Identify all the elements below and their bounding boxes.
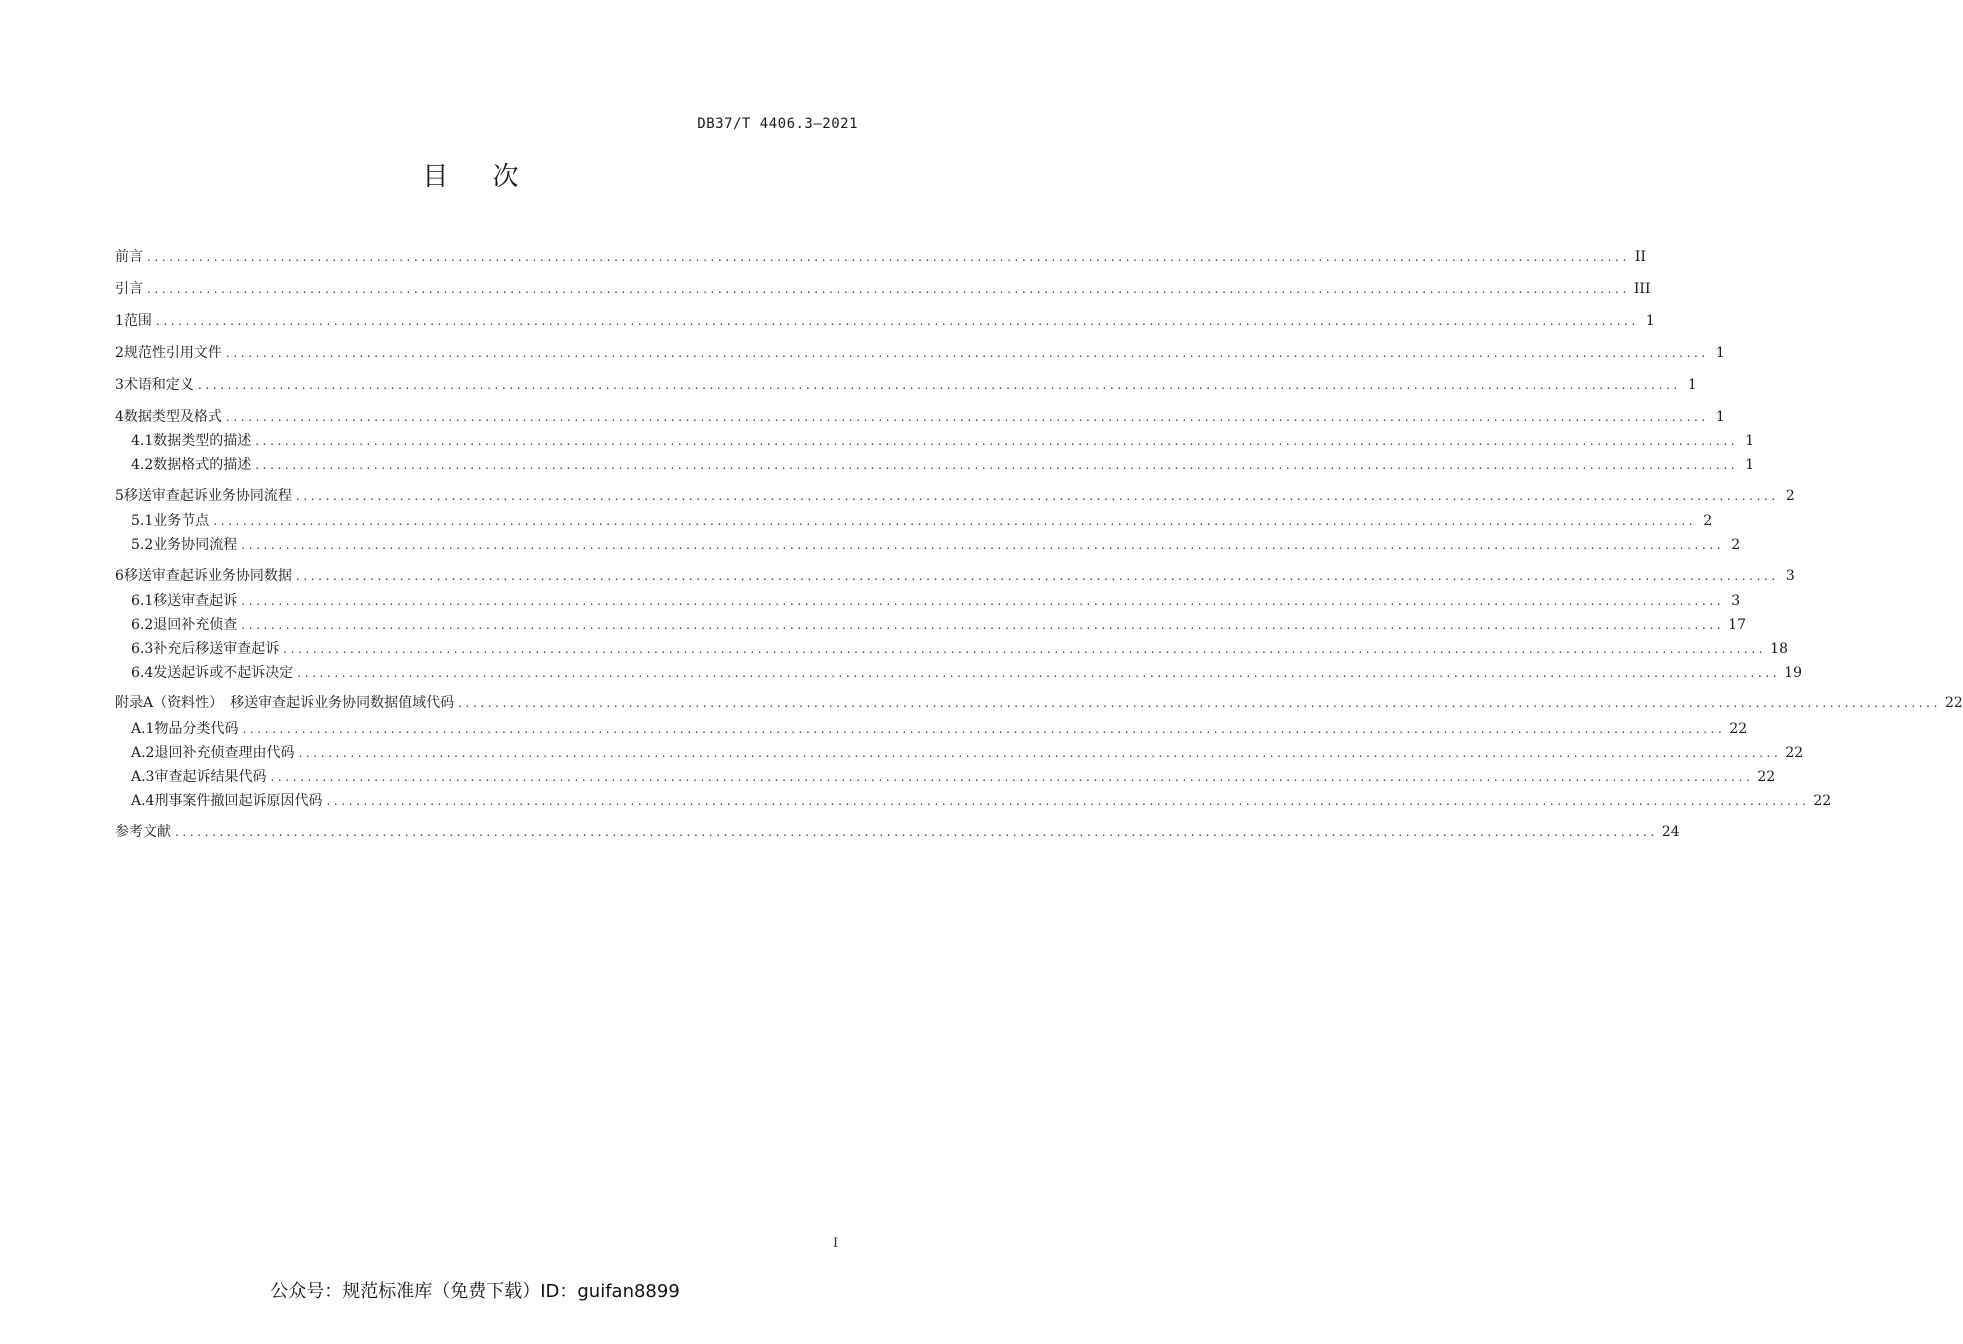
toc-entry-page: II bbox=[1634, 249, 1646, 265]
toc-entry-label: 参考文献 bbox=[115, 824, 171, 840]
toc-entry-label: 审查起诉结果代码 bbox=[154, 769, 267, 785]
toc-entry-number: 6 bbox=[115, 568, 124, 584]
dot-leader: ........................................................................................................................................................................................................ bbox=[213, 514, 1697, 528]
standard-code: DB37/T 4406.3—2021 bbox=[697, 116, 858, 132]
dot-leader: ........................................................................................................................................................................................................ bbox=[295, 569, 1779, 583]
toc-entry-number: 4.2 bbox=[131, 457, 154, 473]
toc-entry-label: 移送审查起诉 bbox=[153, 593, 238, 609]
toc-entry[interactable] bbox=[115, 486, 1795, 506]
toc-entry-page: 2 bbox=[1731, 537, 1741, 553]
toc-entry-number: 6.4 bbox=[131, 665, 154, 681]
dot-leader: ........................................................................................................................................................................................................ bbox=[241, 538, 1725, 552]
page-number: I bbox=[833, 1236, 839, 1251]
toc-entry-number: 6.3 bbox=[131, 641, 154, 657]
toc-entry-page: 3 bbox=[1785, 568, 1795, 584]
toc-entry-label: 业务协同流程 bbox=[153, 537, 238, 553]
toc-entry-number: A.3 bbox=[131, 769, 155, 785]
toc-entry[interactable] bbox=[131, 455, 1755, 475]
toc-entry-page: 1 bbox=[1715, 345, 1725, 361]
toc-entry[interactable] bbox=[131, 535, 1741, 555]
dot-leader: ........................................................................................................................................................................................................ bbox=[197, 378, 1681, 392]
toc-entry[interactable] bbox=[131, 767, 1776, 787]
toc-entry-page: 1 bbox=[1745, 433, 1755, 449]
toc-entry-page: 17 bbox=[1728, 617, 1746, 633]
toc-entry-label: 移送审查起诉业务协同流程 bbox=[123, 488, 292, 504]
dot-leader: ........................................................................................................................................................................................................ bbox=[270, 770, 1754, 784]
toc-entry-number: 2 bbox=[115, 345, 124, 361]
dot-leader: ........................................................................................................................................................................................................ bbox=[297, 666, 1781, 680]
dot-leader: ........................................................................................................................................................................................................ bbox=[326, 794, 1810, 808]
dot-leader: ........................................................................................................................................................................................................ bbox=[241, 618, 1725, 632]
toc-entry-page: 3 bbox=[1731, 593, 1741, 609]
toc-entry-page: 22 bbox=[1945, 695, 1963, 711]
toc-entry-number: 1 bbox=[115, 313, 124, 329]
toc-entry-page: 1 bbox=[1715, 409, 1725, 425]
toc-entry-number: A.1 bbox=[131, 721, 155, 737]
toc-entry[interactable] bbox=[115, 566, 1795, 586]
toc-entry-number: 5.1 bbox=[131, 513, 154, 529]
dot-leader: ........................................................................................................................................................................................................ bbox=[175, 825, 1658, 839]
toc-entry[interactable] bbox=[115, 279, 1651, 299]
dot-leader: ........................................................................................................................................................................................................ bbox=[255, 434, 1739, 448]
dot-leader: ........................................................................................................................................................................................................ bbox=[155, 314, 1639, 328]
page-title: 目 次 bbox=[422, 162, 528, 192]
toc-entry-number: 5.2 bbox=[131, 537, 154, 553]
toc-entry-page: 1 bbox=[1687, 377, 1697, 393]
toc-entry[interactable] bbox=[115, 407, 1725, 427]
toc-entry[interactable] bbox=[131, 511, 1713, 531]
dot-leader: ........................................................................................................................................................................................................ bbox=[298, 746, 1782, 760]
dot-leader: ........................................................................................................................................................................................................ bbox=[225, 346, 1709, 360]
toc-entry-page: 22 bbox=[1785, 745, 1804, 761]
toc-entry-number: A.4 bbox=[131, 793, 155, 809]
toc-entry-page: 22 bbox=[1757, 769, 1776, 785]
toc-entry-page: 1 bbox=[1745, 457, 1755, 473]
toc-entry-page: 19 bbox=[1784, 665, 1802, 681]
toc-entry[interactable] bbox=[115, 247, 1646, 267]
dot-leader: ........................................................................................................................................................................................................ bbox=[241, 594, 1725, 608]
toc-entry-label: 范围 bbox=[123, 313, 152, 329]
toc-entry-label: 规范性引用文件 bbox=[123, 345, 222, 361]
toc-entry-label: 业务节点 bbox=[153, 513, 210, 529]
toc-entry-label: 数据格式的描述 bbox=[153, 457, 252, 473]
toc-entry-page: 2 bbox=[1703, 513, 1713, 529]
toc-entry-page: III bbox=[1633, 281, 1651, 297]
dot-leader: ........................................................................................................................................................................................................ bbox=[458, 696, 1941, 710]
toc-entry[interactable] bbox=[115, 375, 1697, 395]
toc-entry-label: 附录A（资料性） 移送审查起诉业务协同数据值域代码 bbox=[115, 695, 455, 711]
toc-entry[interactable] bbox=[131, 743, 1804, 763]
toc-entry[interactable] bbox=[131, 663, 1802, 683]
toc-entry-page: 2 bbox=[1785, 488, 1795, 504]
toc-entry[interactable] bbox=[131, 591, 1741, 611]
toc-entry-page: 24 bbox=[1661, 824, 1680, 840]
toc-entry-number: 3 bbox=[115, 377, 124, 393]
toc-entry-page: 22 bbox=[1729, 721, 1748, 737]
toc-entry-label: 数据类型的描述 bbox=[153, 433, 252, 449]
toc-entry-number: 6.2 bbox=[131, 617, 154, 633]
toc-entry[interactable] bbox=[131, 719, 1748, 739]
toc-entry-label: 数据类型及格式 bbox=[123, 409, 222, 425]
dot-leader: ........................................................................................................................................................................................................ bbox=[283, 642, 1767, 656]
toc-entry-page: 18 bbox=[1770, 641, 1788, 657]
toc-entry-number: A.2 bbox=[131, 745, 155, 761]
toc-entry[interactable] bbox=[115, 693, 1963, 713]
dot-leader: ........................................................................................................................................................................................................ bbox=[225, 410, 1709, 424]
dot-leader: ........................................................................................................................................................................................................ bbox=[255, 458, 1739, 472]
toc-entry[interactable] bbox=[131, 639, 1788, 659]
toc-entry[interactable] bbox=[115, 343, 1725, 363]
watermark-text: 公众号：规范标准库（免费下载）ID：guifan8899 bbox=[270, 1281, 680, 1302]
toc-entry-number: 5 bbox=[115, 488, 124, 504]
toc-entry-number: 6.1 bbox=[131, 593, 154, 609]
toc-entry-page: 22 bbox=[1813, 793, 1832, 809]
toc-entry-label: 术语和定义 bbox=[123, 377, 194, 393]
toc-entry-label: 退回补充侦查理由代码 bbox=[154, 745, 295, 761]
dot-leader: ........................................................................................................................................................................................................ bbox=[147, 250, 1630, 264]
toc-entry-label: 刑事案件撤回起诉原因代码 bbox=[154, 793, 323, 809]
toc-entry-label: 物品分类代码 bbox=[154, 721, 239, 737]
toc-entry[interactable] bbox=[131, 615, 1746, 635]
toc-entry-label: 移送审查起诉业务协同数据 bbox=[123, 568, 292, 584]
toc-entry[interactable] bbox=[115, 311, 1655, 331]
toc-entry-number: 4.1 bbox=[131, 433, 154, 449]
toc-entry-page: 1 bbox=[1645, 313, 1655, 329]
dot-leader: ........................................................................................................................................................................................................ bbox=[147, 282, 1630, 296]
toc-entry-label: 退回补充侦查 bbox=[153, 617, 238, 633]
toc-entry-label: 前言 bbox=[115, 249, 143, 265]
toc-entry[interactable] bbox=[115, 822, 1680, 842]
toc-entry-number: 4 bbox=[115, 409, 124, 425]
toc-entry-label: 引言 bbox=[115, 281, 143, 297]
toc-entry[interactable] bbox=[131, 431, 1755, 451]
dot-leader: ........................................................................................................................................................................................................ bbox=[295, 489, 1779, 503]
toc-entry-label: 补充后移送审查起诉 bbox=[153, 641, 280, 657]
toc-entry[interactable] bbox=[131, 791, 1832, 811]
dot-leader: ........................................................................................................................................................................................................ bbox=[242, 722, 1726, 736]
toc-entry-label: 发送起诉或不起诉决定 bbox=[153, 665, 294, 681]
